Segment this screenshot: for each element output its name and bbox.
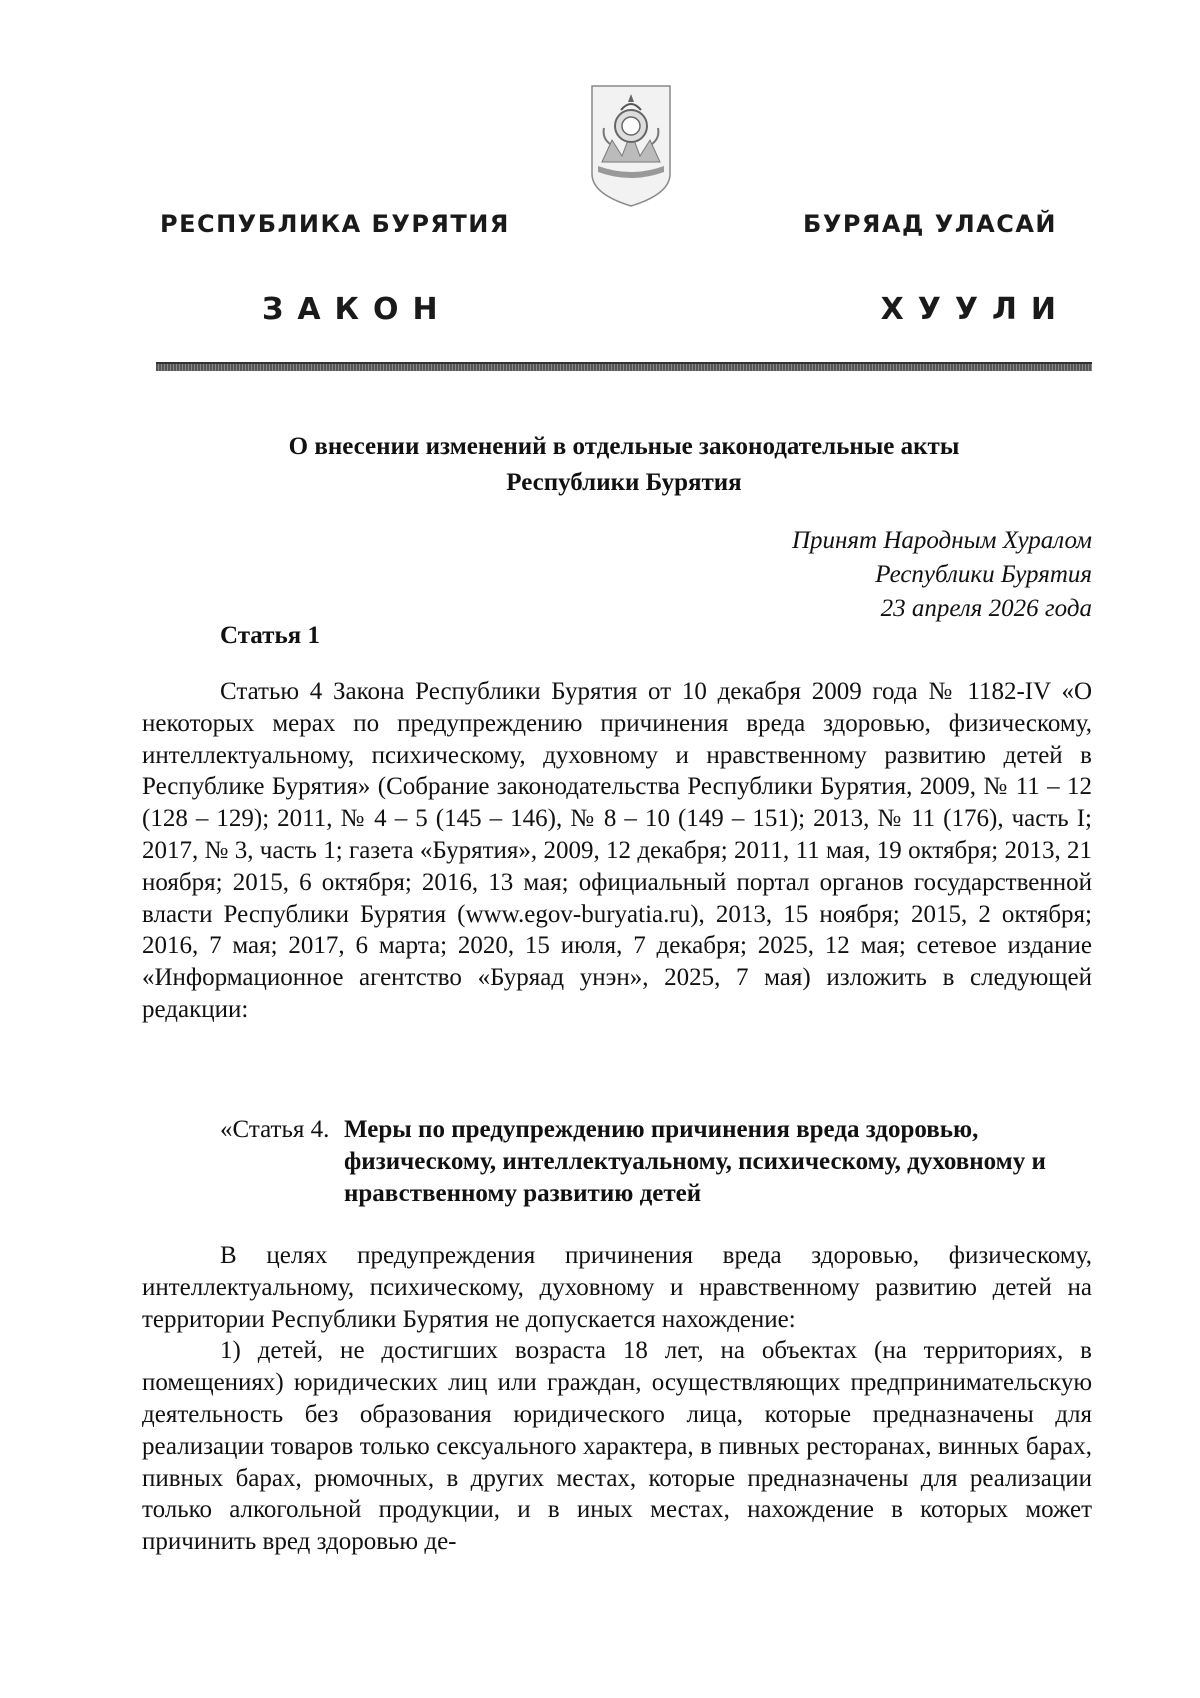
document-title-line1: О внесении изменений в отдельные законодательные акты <box>288 433 960 460</box>
quoted-article-heading <box>220 1114 1084 1210</box>
header-right-state: БУРЯАД УЛАСАЙ <box>803 210 1057 238</box>
quoted-article-title: Меры по предупреждению причинения вреда здоровью, физическому, интеллектуальному, психическому, духовному и нравственному развитию детей <box>344 1116 1046 1207</box>
document-title-line2: Республики Бурятия <box>506 469 742 496</box>
header-right-doc-type: ХУУЛИ <box>880 292 1070 327</box>
document-title <box>156 429 1092 501</box>
adoption-note <box>792 524 1092 626</box>
article-1-heading: Статья 1 <box>220 622 320 649</box>
quoted-article-item-1: 1) детей, не достигших возраста 18 лет, на объектах (на территориях, в помещениях) юридических лиц или граждан, осуществляющих предпринимательскую деятельность без образования юридического лица, которые предназначены для реализации товаров только сексуального характера, в пивных ресторанах, винных барах, пивных барах, рюмочных, в других местах, которые предназначены для реализации только алкогольной продукции, и в иных местах, нахождение в которых может причинить вред здоровью де- <box>142 1337 1092 1556</box>
adoption-note-line2: Республики Бурятия <box>875 561 1092 588</box>
quoted-article-body <box>142 1240 1092 1558</box>
header-left-state: РЕСПУБЛИКА БУРЯТИЯ <box>160 210 510 238</box>
article-1-paragraph: Статью 4 Закона Республики Бурятия от 10 декабря 2009 года № 1182-IV «О некоторых мерах по предупреждению причинения вреда здоровью, физическому, интеллектуальному, психическому, духовному и нравственному развитию детей в Республике Бурятия» (Собрание законодательства Республики Бурятия, 2009, № 11 – 12 (128 – 129); 2011, № 4 – 5 (145 – 146), № 8 – 10 (149 – 151); 2013, № 11 (176), часть I; 2017, № 3, часть 1; газета «Бурятия», 2009, 12 декабря; 2011, 11 мая, 19 октября; 2013, 21 ноября; 2015, 6 октября; 2016, 13 мая; официальный портал органов государственной власти Республики Бурятия (www.egov-buryatia.ru), 2013, 15 ноября; 2015, 2 октября; 2016, 7 мая; 2017, 6 марта; 2020, 15 июля, 7 декабря; 2025, 12 мая; сетевое издание «Информационное агентство «Буряад унэн», 2025, 7 мая) изложить в следующей редакции: <box>142 678 1092 1023</box>
article-1-body <box>142 676 1092 1026</box>
coat-of-arms-emblem <box>588 82 674 210</box>
adoption-note-line1: Принят Народным Хуралом <box>791 527 1092 554</box>
quoted-article-intro: В целях предупреждения причинения вреда здоровью, физическому, интеллектуальному, психическому, духовному и нравственному развитию детей на территории Республики Бурятия не допускается нахождение: <box>142 1242 1092 1333</box>
header-left-doc-type: ЗАКОН <box>262 292 452 327</box>
quoted-article-prefix: «Статья 4. <box>220 1116 330 1143</box>
adoption-note-line3: 23 апреля 2026 года <box>880 595 1092 622</box>
header-rule <box>156 362 1092 371</box>
